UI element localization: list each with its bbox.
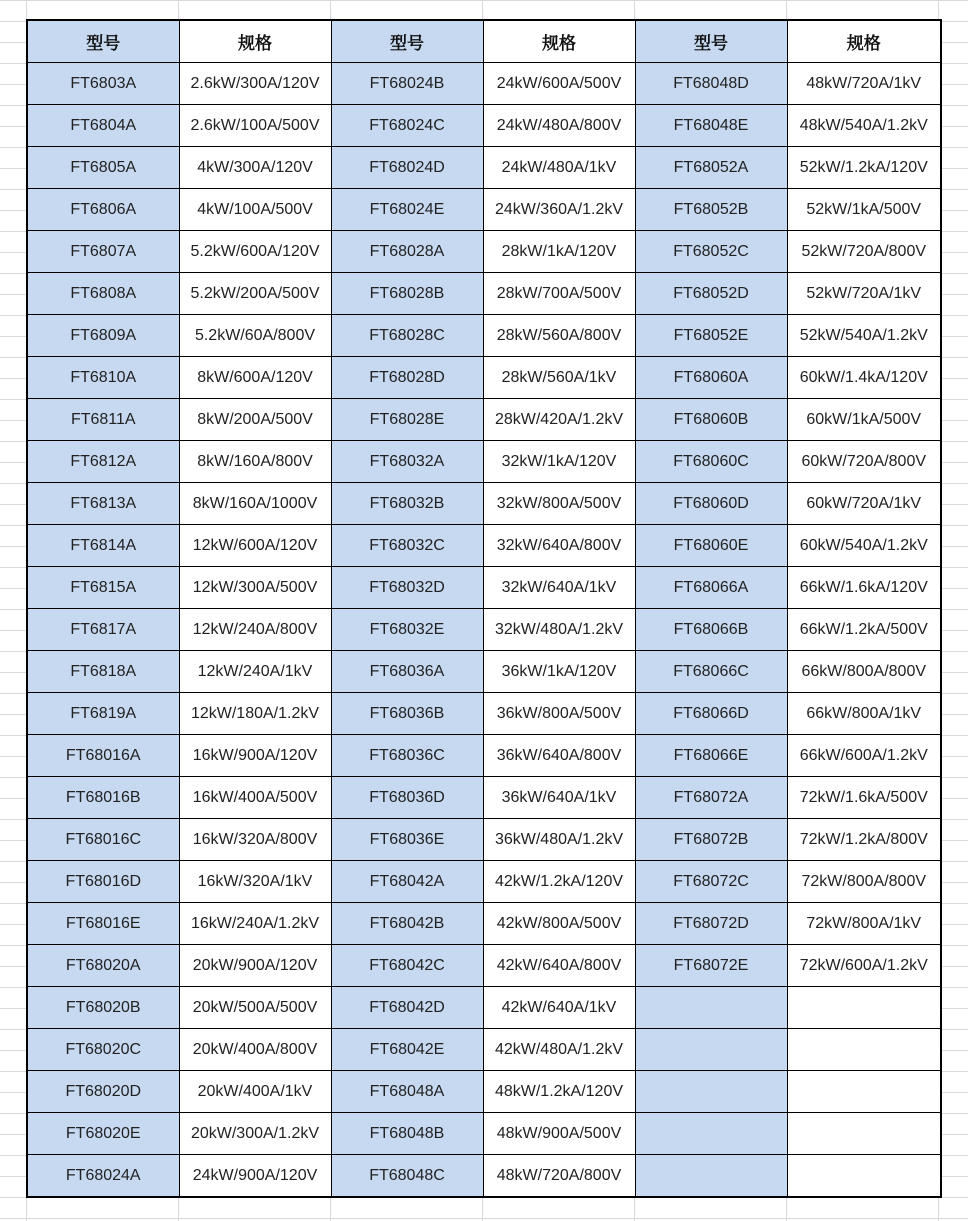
model-cell[interactable]: FT68048B — [331, 1113, 483, 1155]
spec-cell[interactable]: 36kW/1kA/120V — [483, 651, 635, 693]
spec-cell[interactable]: 52kW/1.2kA/120V — [787, 147, 941, 189]
model-cell[interactable]: FT68032A — [331, 441, 483, 483]
spec-cell[interactable] — [787, 1029, 941, 1071]
model-cell[interactable]: FT68072A — [635, 777, 787, 819]
spec-cell[interactable]: 24kW/600A/500V — [483, 63, 635, 105]
spec-cell[interactable]: 42kW/800A/500V — [483, 903, 635, 945]
spec-cell[interactable]: 28kW/1kA/120V — [483, 231, 635, 273]
spec-cell[interactable]: 12kW/240A/1kV — [179, 651, 331, 693]
model-cell[interactable]: FT6813A — [27, 483, 179, 525]
spec-cell[interactable]: 28kW/560A/1kV — [483, 357, 635, 399]
header-model[interactable]: 型号 — [635, 20, 787, 63]
spec-cell[interactable]: 48kW/720A/1kV — [787, 63, 941, 105]
table-row — [27, 1155, 941, 1198]
spec-cell[interactable]: 12kW/240A/800V — [179, 609, 331, 651]
table-row — [27, 819, 941, 861]
header-model[interactable]: 型号 — [331, 20, 483, 63]
spec-cell[interactable]: 48kW/540A/1.2kV — [787, 105, 941, 147]
model-cell[interactable] — [635, 1029, 787, 1071]
model-cell[interactable]: FT68028C — [331, 315, 483, 357]
spec-cell[interactable]: 60kW/720A/1kV — [787, 483, 941, 525]
model-cell[interactable]: FT68016B — [27, 777, 179, 819]
model-cell[interactable]: FT6804A — [27, 105, 179, 147]
model-cell[interactable]: FT68042E — [331, 1029, 483, 1071]
spec-cell[interactable]: 8kW/160A/1000V — [179, 483, 331, 525]
model-cell[interactable]: FT68036C — [331, 735, 483, 777]
spec-cell[interactable]: 32kW/1kA/120V — [483, 441, 635, 483]
model-cell[interactable]: FT68060C — [635, 441, 787, 483]
table-row — [27, 567, 941, 609]
spec-cell[interactable]: 60kW/1kA/500V — [787, 399, 941, 441]
spec-cell[interactable]: 20kW/500A/500V — [179, 987, 331, 1029]
model-cell[interactable]: FT68072E — [635, 945, 787, 987]
spec-cell[interactable]: 28kW/700A/500V — [483, 273, 635, 315]
spec-cell[interactable]: 52kW/1kA/500V — [787, 189, 941, 231]
spec-cell[interactable]: 20kW/400A/1kV — [179, 1071, 331, 1113]
model-cell[interactable]: FT6808A — [27, 273, 179, 315]
model-cell[interactable]: FT68036A — [331, 651, 483, 693]
model-cell[interactable]: FT68024E — [331, 189, 483, 231]
model-cell[interactable]: FT68036E — [331, 819, 483, 861]
model-cell[interactable]: FT68066D — [635, 693, 787, 735]
spec-cell[interactable]: 42kW/480A/1.2kV — [483, 1029, 635, 1071]
model-cell[interactable]: FT68028A — [331, 231, 483, 273]
model-cell[interactable]: FT68052E — [635, 315, 787, 357]
spec-cell[interactable]: 8kW/200A/500V — [179, 399, 331, 441]
model-cell[interactable]: FT68024B — [331, 63, 483, 105]
model-cell[interactable]: FT68072B — [635, 819, 787, 861]
model-cell[interactable]: FT6806A — [27, 189, 179, 231]
spec-cell[interactable] — [787, 1071, 941, 1113]
table-row — [27, 1113, 941, 1155]
model-cell[interactable]: FT68032B — [331, 483, 483, 525]
spec-cell[interactable]: 66kW/600A/1.2kV — [787, 735, 941, 777]
model-cell[interactable]: FT6815A — [27, 567, 179, 609]
spec-cell[interactable]: 20kW/900A/120V — [179, 945, 331, 987]
model-cell[interactable]: FT6809A — [27, 315, 179, 357]
model-cell[interactable]: FT68066C — [635, 651, 787, 693]
model-cell[interactable]: FT68066B — [635, 609, 787, 651]
spec-cell[interactable]: 52kW/720A/1kV — [787, 273, 941, 315]
spec-cell[interactable]: 66kW/800A/1kV — [787, 693, 941, 735]
spec-table — [26, 19, 942, 1198]
spec-cell[interactable]: 36kW/480A/1.2kV — [483, 819, 635, 861]
model-cell[interactable]: FT68028E — [331, 399, 483, 441]
spec-cell[interactable]: 66kW/800A/800V — [787, 651, 941, 693]
spec-cell[interactable]: 4kW/100A/500V — [179, 189, 331, 231]
spec-cell[interactable]: 24kW/480A/1kV — [483, 147, 635, 189]
model-cell[interactable]: FT68020B — [27, 987, 179, 1029]
model-cell[interactable]: FT68048E — [635, 105, 787, 147]
model-cell[interactable] — [635, 987, 787, 1029]
spec-cell[interactable]: 42kW/640A/1kV — [483, 987, 635, 1029]
model-cell[interactable]: FT68048D — [635, 63, 787, 105]
spec-cell[interactable]: 24kW/360A/1.2kV — [483, 189, 635, 231]
header-row — [27, 20, 941, 63]
model-cell[interactable]: FT68032C — [331, 525, 483, 567]
spec-cell[interactable]: 72kW/600A/1.2kV — [787, 945, 941, 987]
table-row — [27, 483, 941, 525]
spec-cell[interactable]: 12kW/180A/1.2kV — [179, 693, 331, 735]
model-cell[interactable]: FT68042C — [331, 945, 483, 987]
spec-cell[interactable] — [787, 987, 941, 1029]
model-cell[interactable]: FT68072D — [635, 903, 787, 945]
spec-cell[interactable]: 12kW/300A/500V — [179, 567, 331, 609]
model-cell[interactable]: FT68024C — [331, 105, 483, 147]
spec-cell[interactable]: 32kW/800A/500V — [483, 483, 635, 525]
spec-cell[interactable]: 8kW/600A/120V — [179, 357, 331, 399]
spec-cell[interactable]: 20kW/300A/1.2kV — [179, 1113, 331, 1155]
spec-cell[interactable]: 5.2kW/200A/500V — [179, 273, 331, 315]
spec-cell[interactable]: 16kW/320A/1kV — [179, 861, 331, 903]
spec-cell[interactable]: 16kW/240A/1.2kV — [179, 903, 331, 945]
model-cell[interactable]: FT68060D — [635, 483, 787, 525]
table-row — [27, 651, 941, 693]
model-cell[interactable] — [635, 1113, 787, 1155]
model-cell[interactable] — [635, 1071, 787, 1113]
model-cell[interactable]: FT68060A — [635, 357, 787, 399]
model-cell[interactable]: FT68020A — [27, 945, 179, 987]
model-cell[interactable]: FT68060B — [635, 399, 787, 441]
model-cell[interactable]: FT6807A — [27, 231, 179, 273]
spec-cell[interactable]: 66kW/1.6kA/120V — [787, 567, 941, 609]
model-cell[interactable]: FT68066E — [635, 735, 787, 777]
model-cell[interactable]: FT68060E — [635, 525, 787, 567]
model-cell[interactable]: FT68036D — [331, 777, 483, 819]
spec-table-body — [27, 20, 941, 1197]
model-cell[interactable]: FT68042A — [331, 861, 483, 903]
spec-cell[interactable]: 4kW/300A/120V — [179, 147, 331, 189]
spec-cell[interactable]: 52kW/720A/800V — [787, 231, 941, 273]
spec-cell[interactable]: 24kW/480A/800V — [483, 105, 635, 147]
table-row — [27, 693, 941, 735]
spec-cell[interactable]: 28kW/560A/800V — [483, 315, 635, 357]
table-row — [27, 945, 941, 987]
model-cell[interactable]: FT6814A — [27, 525, 179, 567]
spec-cell[interactable]: 16kW/400A/500V — [179, 777, 331, 819]
model-cell[interactable]: FT68020D — [27, 1071, 179, 1113]
table-row — [27, 525, 941, 567]
model-cell[interactable]: FT68020E — [27, 1113, 179, 1155]
model-cell[interactable]: FT68024D — [331, 147, 483, 189]
spec-cell[interactable]: 32kW/480A/1.2kV — [483, 609, 635, 651]
spec-cell[interactable] — [787, 1113, 941, 1155]
model-cell[interactable]: FT68024A — [27, 1155, 179, 1198]
model-cell[interactable]: FT68016E — [27, 903, 179, 945]
spec-cell[interactable]: 72kW/1.6kA/500V — [787, 777, 941, 819]
table-row — [27, 441, 941, 483]
model-cell[interactable]: FT6819A — [27, 693, 179, 735]
spec-cell[interactable]: 2.6kW/100A/500V — [179, 105, 331, 147]
spec-cell[interactable]: 8kW/160A/800V — [179, 441, 331, 483]
model-cell[interactable]: FT68052A — [635, 147, 787, 189]
table-row — [27, 147, 941, 189]
model-cell[interactable]: FT6812A — [27, 441, 179, 483]
model-cell[interactable]: FT68042D — [331, 987, 483, 1029]
table-row — [27, 189, 941, 231]
model-cell[interactable]: FT68052B — [635, 189, 787, 231]
spec-cell[interactable]: 16kW/320A/800V — [179, 819, 331, 861]
table-row — [27, 357, 941, 399]
table-row — [27, 861, 941, 903]
spec-cell[interactable]: 24kW/900A/120V — [179, 1155, 331, 1198]
spec-cell[interactable]: 72kW/800A/800V — [787, 861, 941, 903]
model-cell[interactable]: FT68028B — [331, 273, 483, 315]
spec-cell[interactable]: 5.2kW/60A/800V — [179, 315, 331, 357]
header-spec[interactable]: 规格 — [483, 20, 635, 63]
spec-cell[interactable]: 66kW/1.2kA/500V — [787, 609, 941, 651]
model-cell[interactable]: FT6805A — [27, 147, 179, 189]
model-cell[interactable]: FT6810A — [27, 357, 179, 399]
spec-cell[interactable] — [787, 1155, 941, 1198]
header-model[interactable]: 型号 — [27, 20, 179, 63]
spec-cell[interactable]: 72kW/800A/1kV — [787, 903, 941, 945]
model-cell[interactable]: FT68052C — [635, 231, 787, 273]
spec-cell[interactable]: 20kW/400A/800V — [179, 1029, 331, 1071]
model-cell[interactable]: FT68016C — [27, 819, 179, 861]
spec-cell[interactable]: 5.2kW/600A/120V — [179, 231, 331, 273]
model-cell[interactable]: FT6803A — [27, 63, 179, 105]
spec-cell[interactable]: 28kW/420A/1.2kV — [483, 399, 635, 441]
model-cell[interactable] — [635, 1155, 787, 1198]
model-cell[interactable]: FT68020C — [27, 1029, 179, 1071]
spec-cell[interactable]: 48kW/720A/800V — [483, 1155, 635, 1198]
spec-cell[interactable]: 48kW/1.2kA/120V — [483, 1071, 635, 1113]
spec-cell[interactable]: 36kW/640A/1kV — [483, 777, 635, 819]
table-row — [27, 777, 941, 819]
spec-cell[interactable]: 32kW/640A/1kV — [483, 567, 635, 609]
table-row — [27, 231, 941, 273]
spec-cell[interactable]: 48kW/900A/500V — [483, 1113, 635, 1155]
spec-cell[interactable]: 72kW/1.2kA/800V — [787, 819, 941, 861]
spec-cell[interactable]: 42kW/1.2kA/120V — [483, 861, 635, 903]
model-cell[interactable]: FT68042B — [331, 903, 483, 945]
header-spec[interactable]: 规格 — [179, 20, 331, 63]
model-cell[interactable]: FT68036B — [331, 693, 483, 735]
spec-cell[interactable]: 36kW/800A/500V — [483, 693, 635, 735]
spec-cell[interactable]: 32kW/640A/800V — [483, 525, 635, 567]
model-cell[interactable]: FT68048A — [331, 1071, 483, 1113]
spec-cell[interactable]: 60kW/540A/1.2kV — [787, 525, 941, 567]
spec-cell[interactable]: 12kW/600A/120V — [179, 525, 331, 567]
model-cell[interactable]: FT68032D — [331, 567, 483, 609]
table-row — [27, 399, 941, 441]
spec-cell[interactable]: 42kW/640A/800V — [483, 945, 635, 987]
model-cell[interactable]: FT68048C — [331, 1155, 483, 1198]
table-row — [27, 1071, 941, 1113]
table-row — [27, 735, 941, 777]
model-cell[interactable]: FT68072C — [635, 861, 787, 903]
table-row — [27, 987, 941, 1029]
table-row — [27, 903, 941, 945]
table-row — [27, 273, 941, 315]
model-cell[interactable]: FT6811A — [27, 399, 179, 441]
spec-cell[interactable]: 2.6kW/300A/120V — [179, 63, 331, 105]
model-cell[interactable]: FT68052D — [635, 273, 787, 315]
table-row — [27, 315, 941, 357]
model-cell[interactable]: FT68028D — [331, 357, 483, 399]
spec-cell[interactable]: 52kW/540A/1.2kV — [787, 315, 941, 357]
spec-cell[interactable]: 36kW/640A/800V — [483, 735, 635, 777]
model-cell[interactable]: FT68016D — [27, 861, 179, 903]
header-spec[interactable]: 规格 — [787, 20, 941, 63]
model-cell[interactable]: FT68032E — [331, 609, 483, 651]
table-row — [27, 1029, 941, 1071]
spec-cell[interactable]: 16kW/900A/120V — [179, 735, 331, 777]
spec-cell[interactable]: 60kW/720A/800V — [787, 441, 941, 483]
table-row — [27, 609, 941, 651]
model-cell[interactable]: FT6818A — [27, 651, 179, 693]
spec-cell[interactable]: 60kW/1.4kA/120V — [787, 357, 941, 399]
model-cell[interactable]: FT68066A — [635, 567, 787, 609]
model-cell[interactable]: FT6817A — [27, 609, 179, 651]
table-row — [27, 105, 941, 147]
table-row — [27, 63, 941, 105]
model-cell[interactable]: FT68016A — [27, 735, 179, 777]
